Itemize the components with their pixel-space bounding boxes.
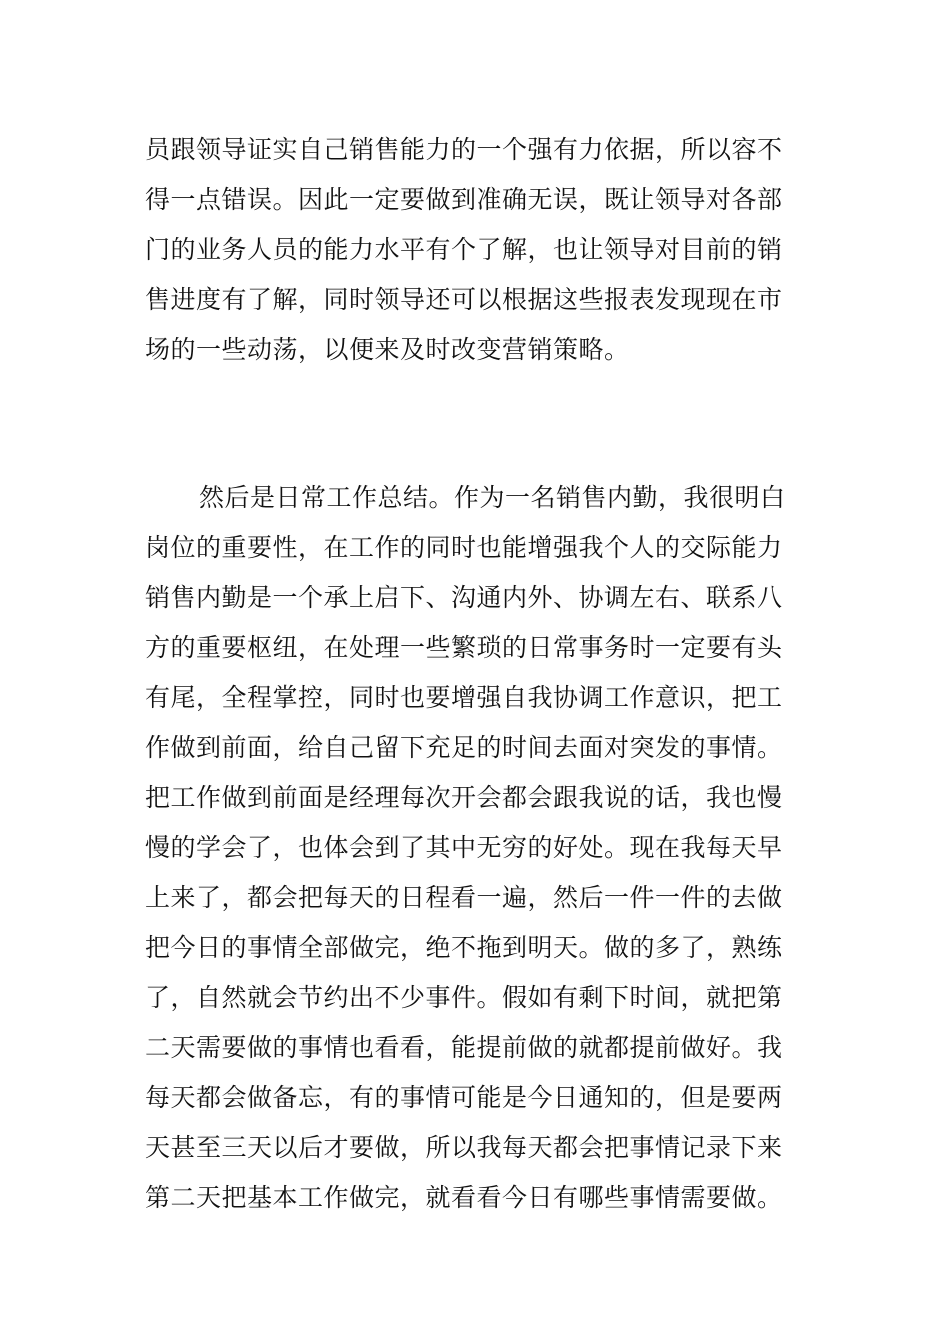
paragraph-line: 作做到前面，给自己留下充足的时间去面对突发的事情。 <box>145 733 783 762</box>
paragraph-line: 天甚至三天以后才要做，所以我每天都会把事情记录下来 <box>145 1133 783 1162</box>
paragraph-line: 售进度有了解，同时领导还可以根据这些报表发现现在市 <box>145 285 783 314</box>
paragraph-line: 方的重要枢纽，在处理一些繁琐的日常事务时一定要有头 <box>145 633 783 662</box>
paragraph-line: 有尾，全程掌控，同时也要增强自我协调工作意识，把工 <box>145 683 783 712</box>
paragraph-line: 销售内勤是一个承上启下、沟通内外、协调左右、联系八 <box>145 583 783 612</box>
paragraph-line: 门的业务人员的能力水平有个了解，也让领导对目前的销 <box>145 235 783 264</box>
paragraph-line: 每天都会做备忘，有的事情可能是今日通知的，但是要两 <box>145 1083 783 1112</box>
paragraph-line: 员跟领导证实自己销售能力的一个强有力依据，所以容不 <box>145 135 783 164</box>
paragraph-line: 了，自然就会节约出不少事件。假如有剩下时间，就把第 <box>145 983 783 1012</box>
paragraph-line: 二天需要做的事情也看看，能提前做的就都提前做好。我 <box>145 1033 783 1062</box>
paragraph-line: 岗位的重要性，在工作的同时也能增强我个人的交际能力 <box>145 533 783 562</box>
paragraph-line: 慢的学会了，也体会到了其中无穷的好处。现在我每天早 <box>145 833 783 862</box>
paragraph-line: 第二天把基本工作做完，就看看今日有哪些事情需要做。 <box>145 1183 783 1212</box>
paragraph-line: 把工作做到前面是经理每次开会都会跟我说的话，我也慢 <box>145 783 783 812</box>
paragraph-line: 把今日的事情全部做完，绝不拖到明天。做的多了，熟练 <box>145 933 783 962</box>
paragraph-line: 上来了，都会把每天的日程看一遍，然后一件一件的去做 <box>145 883 783 912</box>
paragraph-line: 场的一些动荡，以便来及时改变营销策略。 <box>145 335 630 364</box>
paragraph-line: 然后是日常工作总结。作为一名销售内勤，我很明白 <box>199 483 786 512</box>
paragraph-line: 得一点错误。因此一定要做到准确无误，既让领导对各部 <box>145 185 783 214</box>
